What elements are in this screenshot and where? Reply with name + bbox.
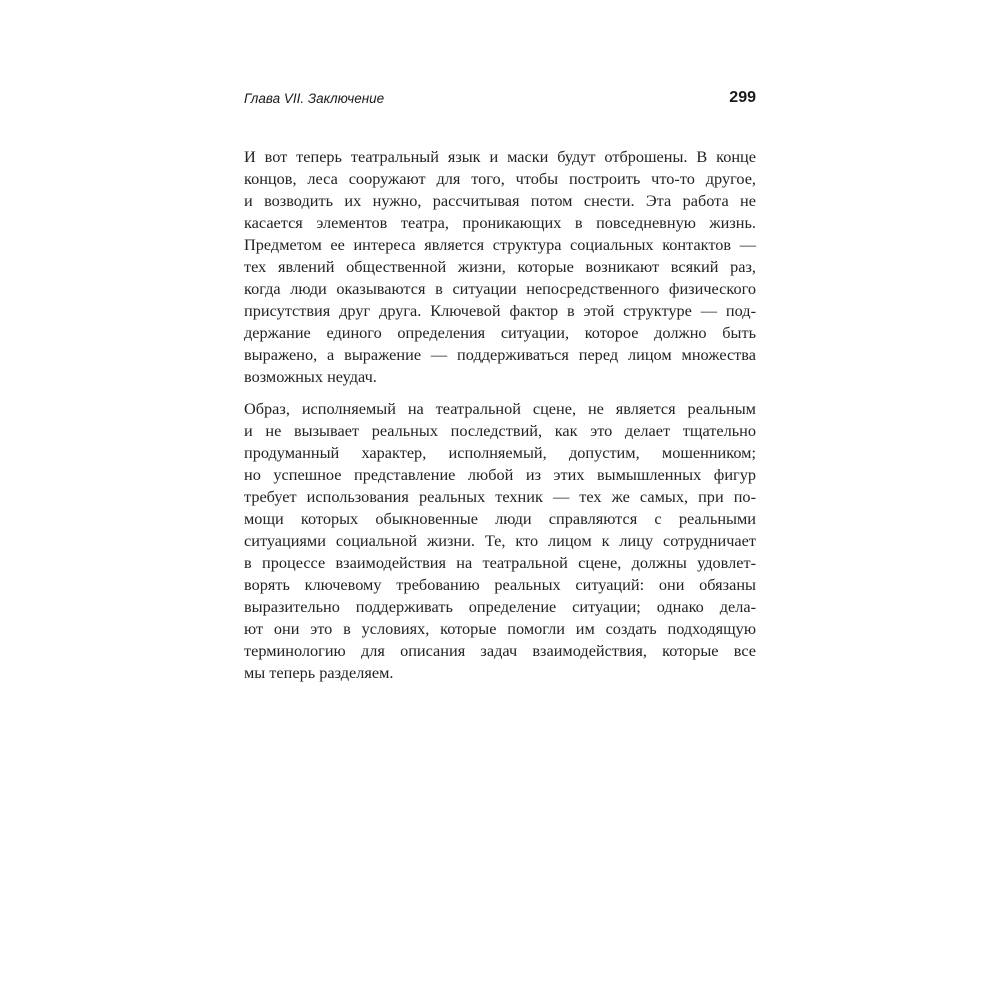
text-line: ют они это в условиях, которые помогли им создать подходящую [244, 619, 756, 638]
paragraph-1 [244, 146, 756, 388]
chapter-title: Глава VII. Заключение [244, 91, 385, 106]
text-line: терминологию для описания задач взаимодействия, которые все [244, 641, 756, 660]
text-line: ворять ключевому требованию реальных ситуаций: они обязаны [244, 575, 756, 594]
text-line: Предметом ее интереса является структура социальных контактов — [244, 235, 756, 254]
text-line: когда люди оказываются в ситуации непосредственного физического [244, 279, 756, 298]
paragraph-2 [244, 398, 756, 684]
text-line: ситуациями социальной жизни. Те, кто лицом к лицу сотрудничает [244, 531, 756, 550]
text-line: требует использования реальных техник — тех же самых, при по- [244, 487, 756, 506]
text-line: мощи которых обыкновенные люди справляются с реальными [244, 509, 756, 528]
page-number: 299 [729, 89, 756, 106]
text-line: и не вызывает реальных последствий, как это делает тщательно [244, 421, 756, 440]
text-line: держание единого определения ситуации, которое должно быть [244, 323, 756, 342]
text-line: тех явлений общественной жизни, которые возникают всякий раз, [244, 257, 756, 276]
text-line: продуманный характер, исполняемый, допустим, мошенником; [244, 443, 756, 462]
text-line: Образ, исполняемый на театральной сцене, не является реальным [244, 399, 756, 418]
body-text [244, 146, 756, 684]
running-head [244, 89, 756, 113]
text-line: концов, леса сооружают для того, чтобы построить что-то другое, [244, 169, 756, 188]
text-line: и возводить их нужно, рассчитывая потом снести. Эта работа не [244, 191, 756, 210]
text-line: но успешное представление любой из этих вымышленных фигур [244, 465, 756, 484]
text-line: выражено, а выражение — поддерживаться перед лицом множества [244, 345, 756, 364]
text-line: возможных неудач. [244, 367, 377, 386]
text-line: в процессе взаимодействия на театральной сцене, должны удовлет- [244, 553, 756, 572]
text-line: И вот теперь театральный язык и маски будут отброшены. В конце [244, 147, 756, 166]
text-line: присутствия друг друга. Ключевой фактор в этой структуре — под- [244, 301, 756, 320]
text-line: мы теперь разделяем. [244, 663, 394, 682]
text-line: выразительно поддерживать определение ситуации; однако дела- [244, 597, 756, 616]
text-line: касается элементов театра, проникающих в повседневную жизнь. [244, 213, 756, 232]
